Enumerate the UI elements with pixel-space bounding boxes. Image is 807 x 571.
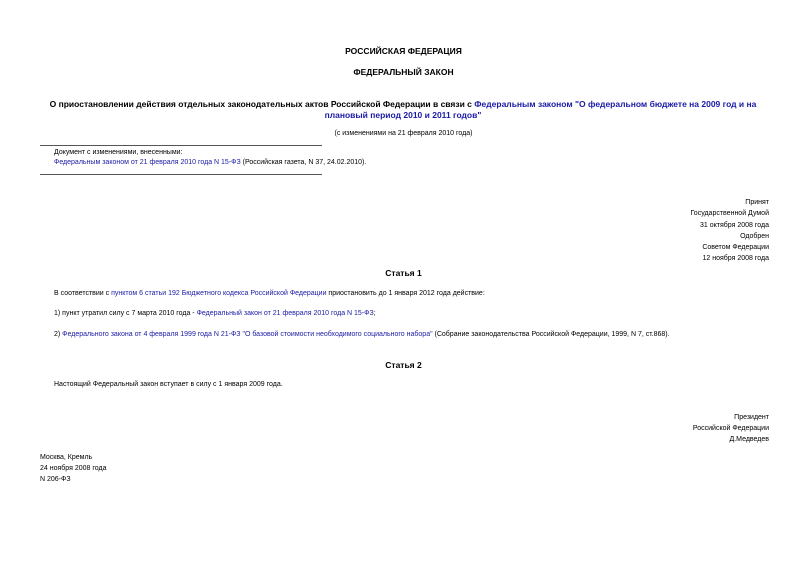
adoption-line: 12 ноября 2008 года (702, 255, 769, 263)
country-heading: РОССИЙСКАЯ ФЕДЕРАЦИЯ (345, 46, 462, 56)
item-1-prefix: 1) пункт утратил силу с 7 марта 2010 года - (54, 310, 197, 317)
article-1-heading: Статья 1 (385, 268, 422, 278)
signature-line: Президент (734, 414, 769, 421)
amendments-entry (54, 158, 366, 167)
article-1-intro-prefix: В соответствии с (54, 290, 112, 297)
amendments-intro: Документ с изменениями, внесенными: (54, 149, 183, 156)
law-number: N 206-ФЗ (40, 476, 71, 483)
adoption-line: Одобрен (740, 232, 769, 240)
article-1-item-1 (54, 309, 376, 318)
adoption-line: 31 октября 2008 года (700, 221, 769, 229)
adoption-block (690, 197, 769, 265)
article-1-intro (54, 289, 485, 298)
signing-details (40, 452, 106, 485)
repeal-law-link[interactable]: Федеральный закон от 21 февраля 2010 года N 15-ФЗ (196, 310, 374, 317)
amendment-law-link[interactable]: Федеральным законом от 21 февраля 2010 года N 15-ФЗ (54, 159, 241, 166)
amendment-source: (Российская газета, N 37, 24.02.2010). (240, 159, 367, 166)
budget-code-link[interactable]: пунктом 6 статьи 192 Бюджетного кодекса Российской Федерации (111, 290, 327, 297)
adoption-line: Государственной Думой (690, 210, 769, 218)
signature-line: Д.Медведев (729, 436, 769, 443)
signing-date: 24 ноября 2008 года (40, 465, 107, 472)
budget-law-link[interactable]: Федеральным законом "О федеральном бюджете на 2009 год и на плановый период 2010 и 2011 годов" (324, 99, 757, 121)
item-2-prefix: 2) (54, 331, 63, 338)
signature-line: Российской Федерации (692, 425, 769, 432)
article-1-intro-suffix: приостановить до 1 января 2012 года действие: (326, 290, 485, 297)
law-title (32, 99, 774, 122)
law-title-text: О приостановлении действия отдельных законодательных актов Российской Федерации в связи с (49, 99, 475, 109)
article-2-heading: Статья 2 (385, 360, 422, 370)
adoption-line: Советом Федерации (702, 244, 769, 252)
item-1-suffix: ; (373, 310, 376, 317)
adoption-line: Принят (745, 199, 769, 206)
signing-place: Москва, Кремль (40, 454, 93, 461)
law-type-heading: ФЕДЕРАЛЬНЫЙ ЗАКОН (353, 67, 454, 77)
divider-bottom (40, 174, 322, 175)
article-2-text: Настоящий Федеральный закон вступает в силу с 1 января 2009 года. (54, 381, 283, 388)
divider-top (40, 145, 322, 146)
article-1-item-2 (54, 330, 670, 339)
signature-block (693, 412, 769, 445)
amended-note: (с изменениями на 21 февраля 2010 года) (334, 130, 473, 137)
item-2-suffix: (Собрание законодательства Российской Федерации, 1999, N 7, ст.868). (432, 331, 670, 338)
social-set-law-link[interactable]: Федерального закона от 4 февраля 1999 года N 21-ФЗ "О базовой стоимости необходимого социального набора" (62, 331, 433, 338)
